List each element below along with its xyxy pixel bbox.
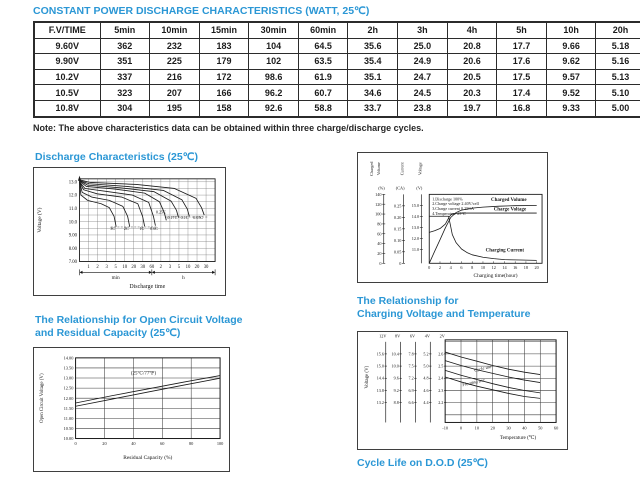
svg-text:Cycle use: Cycle use — [473, 363, 492, 373]
title-line-2: and Residual Capacity (25℃) — [35, 327, 181, 339]
svg-text:6V: 6V — [409, 333, 416, 339]
table-cell: 16.8 — [497, 100, 547, 116]
svg-text:0.25: 0.25 — [393, 203, 402, 209]
table-cell: 10.5V — [34, 85, 100, 101]
charging-voltage-temperature-chart — [357, 331, 568, 450]
svg-text:18: 18 — [523, 265, 529, 271]
svg-text:3C: 3C — [110, 225, 116, 231]
svg-text:Charging time(hour): Charging time(hour) — [473, 273, 518, 280]
svg-text:60: 60 — [377, 231, 382, 237]
table-cell: 98.6 — [249, 69, 299, 85]
svg-text:14.4: 14.4 — [376, 375, 384, 381]
table-row — [34, 69, 640, 85]
svg-text:10.00: 10.00 — [63, 436, 74, 442]
table-cell: 9.90V — [34, 54, 100, 70]
svg-text:0.1C: 0.1C — [180, 215, 189, 220]
svg-text:40: 40 — [131, 440, 136, 446]
table-cell: 9.60V — [34, 38, 100, 54]
column-header: 5min — [100, 22, 150, 38]
svg-text:15.0: 15.0 — [376, 363, 384, 369]
svg-text:2: 2 — [159, 264, 163, 270]
table-cell: 362 — [100, 38, 150, 54]
svg-text:40: 40 — [522, 425, 527, 431]
svg-text:4.Temperature 25℃: 4.Temperature 25℃ — [432, 211, 466, 217]
charge-chart-svg — [358, 153, 547, 282]
column-header: 10h — [546, 22, 596, 38]
table-cell: 104 — [249, 38, 299, 54]
table-cell: 35.6 — [348, 38, 398, 54]
svg-text:5.0: 5.0 — [423, 363, 429, 369]
column-header: 2h — [348, 22, 398, 38]
table-cell: 92.6 — [249, 100, 299, 116]
svg-text:60: 60 — [149, 264, 155, 270]
column-header: 5h — [497, 22, 547, 38]
svg-text:60: 60 — [160, 440, 165, 446]
table-cell: 158 — [199, 100, 249, 116]
svg-text:Open Circuit Voltage (V): Open Circuit Voltage (V) — [39, 373, 45, 423]
table-cell: 179 — [199, 54, 249, 70]
svg-text:11.00: 11.00 — [63, 415, 74, 421]
table-cell: 9.33 — [546, 100, 596, 116]
svg-text:15.0: 15.0 — [411, 202, 420, 208]
svg-text:4.4: 4.4 — [423, 400, 429, 406]
svg-text:20: 20 — [102, 440, 107, 446]
column-header: F.V/TIME — [34, 22, 100, 38]
svg-text:2.5: 2.5 — [438, 363, 444, 369]
svg-text:30: 30 — [506, 425, 511, 431]
svg-text:0: 0 — [379, 260, 382, 266]
svg-text:10.50: 10.50 — [63, 426, 74, 432]
svg-text:7.00: 7.00 — [68, 260, 78, 266]
svg-text:2: 2 — [438, 265, 442, 271]
title-line-2: Charging Voltage and Temperature — [357, 308, 531, 320]
table-cell: 304 — [100, 100, 150, 116]
page-title: CONSTANT POWER DISCHARGE CHARACTERISTICS (WATT, 25℃) — [33, 5, 370, 17]
svg-text:16: 16 — [513, 265, 518, 271]
svg-text:4.6: 4.6 — [423, 387, 429, 393]
table-cell: 61.9 — [298, 69, 348, 85]
svg-text:14.0: 14.0 — [411, 214, 420, 219]
table-row — [34, 54, 640, 70]
table-cell: 5.18 — [596, 38, 640, 54]
svg-text:Voltage (V): Voltage (V) — [364, 365, 370, 389]
svg-text:0.15: 0.15 — [393, 226, 402, 232]
table-cell: 337 — [100, 69, 150, 85]
table-body — [34, 38, 640, 116]
table-cell: 17.4 — [497, 85, 547, 101]
table-cell: 10.8V — [34, 100, 100, 116]
svg-text:2: 2 — [96, 264, 99, 270]
table-cell: 35.4 — [348, 54, 398, 70]
svg-text:13.8: 13.8 — [376, 387, 384, 393]
table-cell: 9.52 — [546, 85, 596, 101]
svg-text:10: 10 — [185, 264, 191, 270]
svg-text:12: 12 — [491, 265, 496, 271]
svg-text:1.Discharge 100%: 1.Discharge 100% — [432, 196, 463, 202]
svg-text:Voltage: Voltage — [417, 162, 423, 176]
svg-text:13.2: 13.2 — [376, 400, 384, 406]
svg-text:5: 5 — [114, 264, 117, 270]
svg-text:Voltage (V): Voltage (V) — [36, 207, 43, 233]
table-cell: 323 — [100, 85, 150, 101]
table-cell: 24.7 — [398, 69, 448, 85]
table-cell: 20.8 — [447, 38, 497, 54]
table-cell: 351 — [100, 54, 150, 70]
table-cell: 19.7 — [447, 100, 497, 116]
table-cell: 5.13 — [596, 69, 640, 85]
table-cell: 102 — [249, 54, 299, 70]
svg-text:7.2: 7.2 — [408, 375, 414, 381]
svg-text:14: 14 — [502, 265, 507, 271]
svg-text:30: 30 — [140, 264, 146, 270]
table-cell: 33.7 — [348, 100, 398, 116]
table-cell: 35.1 — [348, 69, 398, 85]
svg-text:13.0: 13.0 — [68, 180, 78, 186]
svg-text:10: 10 — [480, 265, 486, 271]
svg-text:3.Charge current 0.25CA: 3.Charge current 0.25CA — [432, 206, 474, 212]
table-cell: 20.5 — [447, 69, 497, 85]
table-row — [34, 100, 640, 116]
table-cell: 216 — [150, 69, 200, 85]
table-cell: 17.7 — [497, 38, 547, 54]
table-row — [34, 85, 640, 101]
discharge-chart-svg — [34, 168, 225, 295]
svg-text:(V): (V) — [416, 185, 423, 191]
svg-text:0.20: 0.20 — [393, 214, 402, 220]
svg-text:13.00: 13.00 — [63, 375, 74, 381]
cycle-life-title: Cycle Life on D.O.D (25℃) — [357, 457, 488, 469]
column-header: 20h — [596, 22, 640, 38]
table-cell: 20.6 — [447, 54, 497, 70]
svg-text:2.6: 2.6 — [438, 351, 444, 357]
svg-text:h: h — [182, 275, 185, 282]
svg-text:80: 80 — [189, 440, 194, 446]
svg-text:Floating use: Floating use — [461, 377, 486, 388]
table-cell: 96.2 — [249, 85, 299, 101]
table-cell: 225 — [150, 54, 200, 70]
svg-text:8: 8 — [471, 265, 474, 271]
note-text: Note: The above characteristics data can be obtained within three charge/discharge cycles. — [33, 123, 424, 133]
ocv-residual-capacity-chart — [33, 347, 230, 472]
svg-text:13.0: 13.0 — [411, 225, 420, 231]
column-header: 30min — [249, 22, 299, 38]
svg-text:0: 0 — [74, 440, 77, 446]
svg-text:11.0: 11.0 — [411, 247, 420, 253]
svg-text:2.4: 2.4 — [438, 375, 444, 381]
svg-text:12.0: 12.0 — [411, 236, 420, 242]
table-cell: 232 — [150, 38, 200, 54]
svg-text:0.25C: 0.25C — [155, 209, 166, 215]
table-cell: 183 — [199, 38, 249, 54]
discharge-chart-title: Discharge Characteristics (25℃) — [35, 151, 198, 163]
svg-text:Charged Volume: Charged Volume — [491, 197, 527, 203]
svg-text:Temperature (℃): Temperature (℃) — [499, 435, 537, 442]
svg-text:14.00: 14.00 — [63, 355, 74, 361]
svg-text:12V: 12V — [379, 333, 387, 339]
svg-text:Current: Current — [399, 162, 405, 176]
table-cell: 23.8 — [398, 100, 448, 116]
column-header: 10min — [150, 22, 200, 38]
svg-text:4V: 4V — [424, 333, 430, 339]
svg-text:12.50: 12.50 — [63, 385, 74, 391]
ocv-chart-svg — [34, 348, 229, 471]
svg-text:20: 20 — [377, 251, 382, 257]
title-line-1: The Relationship for — [357, 295, 459, 307]
column-header: 15min — [199, 22, 249, 38]
svg-text:6.6: 6.6 — [408, 400, 414, 406]
svg-text:8.00: 8.00 — [68, 246, 78, 252]
svg-text:100: 100 — [216, 440, 224, 446]
svg-text:0: 0 — [428, 265, 431, 271]
svg-text:10.4: 10.4 — [391, 351, 399, 357]
table-cell: 5.16 — [596, 54, 640, 70]
svg-text:0: 0 — [399, 260, 402, 266]
svg-text:7.8: 7.8 — [408, 351, 414, 357]
svg-text:(25℃/77℉): (25℃/77℉) — [130, 371, 157, 377]
svg-text:6.9: 6.9 — [408, 387, 414, 393]
table-cell: 9.57 — [546, 69, 596, 85]
power-table — [33, 21, 640, 118]
svg-text:5: 5 — [177, 264, 181, 270]
table-cell: 17.5 — [497, 69, 547, 85]
table-cell: 9.62 — [546, 54, 596, 70]
svg-text:2.2: 2.2 — [438, 400, 444, 406]
svg-text:9.00: 9.00 — [68, 233, 78, 239]
column-header: 3h — [398, 22, 448, 38]
svg-text:11.0: 11.0 — [68, 207, 78, 213]
table-cell: 166 — [199, 85, 249, 101]
svg-text:7.5: 7.5 — [408, 363, 414, 369]
column-header: 60min — [298, 22, 348, 38]
svg-text:3: 3 — [105, 264, 108, 270]
svg-text:0: 0 — [459, 425, 463, 431]
header-row — [34, 22, 640, 38]
svg-text:min: min — [111, 275, 120, 282]
svg-text:2C: 2C — [123, 225, 129, 231]
svg-text:Volume: Volume — [375, 162, 381, 176]
svg-text:1C: 1C — [139, 225, 145, 231]
column-header: 4h — [447, 22, 497, 38]
svg-text:120: 120 — [375, 201, 382, 207]
svg-text:30: 30 — [203, 264, 209, 270]
title-line-1: The Relationship for Open Circuit Voltage — [35, 314, 243, 326]
table-cell: 5.00 — [596, 100, 640, 116]
charging-voltage-temperature-title — [357, 295, 530, 321]
table-cell: 17.6 — [497, 54, 547, 70]
table-cell: 60.7 — [298, 85, 348, 101]
svg-text:Charging Current: Charging Current — [485, 248, 525, 254]
svg-text:10.0: 10.0 — [391, 363, 399, 369]
svg-text:Charge Voltage: Charge Voltage — [493, 207, 527, 213]
svg-text:2V: 2V — [439, 333, 445, 339]
svg-text:10: 10 — [122, 264, 128, 270]
svg-text:9.2: 9.2 — [393, 387, 399, 393]
svg-text:140: 140 — [375, 191, 382, 197]
svg-text:80: 80 — [377, 221, 382, 227]
svg-text:50: 50 — [538, 425, 543, 431]
svg-text:Discharge time: Discharge time — [129, 284, 166, 291]
svg-text:20: 20 — [131, 264, 137, 270]
table-cell: 64.5 — [298, 38, 348, 54]
table-cell: 9.66 — [546, 38, 596, 54]
svg-text:20: 20 — [534, 265, 539, 271]
table-cell: 25.0 — [398, 38, 448, 54]
svg-text:11.50: 11.50 — [63, 405, 74, 411]
svg-text:5.2: 5.2 — [423, 351, 429, 357]
svg-text:4: 4 — [449, 265, 452, 271]
svg-text:20: 20 — [194, 264, 200, 270]
svg-text:Residual Capacity (%): Residual Capacity (%) — [123, 455, 173, 462]
table-cell: 20.3 — [447, 85, 497, 101]
svg-text:0.10: 0.10 — [393, 237, 402, 243]
svg-text:(%): (%) — [378, 185, 385, 191]
svg-text:2.3: 2.3 — [438, 387, 444, 393]
svg-text:10.0: 10.0 — [68, 220, 78, 226]
svg-text:1: 1 — [87, 264, 90, 270]
svg-text:4.8: 4.8 — [423, 375, 429, 381]
table-head — [34, 22, 640, 38]
svg-text:2.Charge voltage 2.40V/cell: 2.Charge voltage 2.40V/cell — [432, 201, 479, 207]
svg-text:8V: 8V — [395, 333, 401, 339]
table-row — [34, 38, 640, 54]
svg-text:12.0: 12.0 — [68, 193, 78, 199]
table-cell: 195 — [150, 100, 200, 116]
svg-text:10: 10 — [474, 425, 480, 431]
svg-text:3: 3 — [168, 264, 172, 270]
table-cell: 5.10 — [596, 85, 640, 101]
svg-text:Charged: Charged — [368, 161, 374, 176]
table-cell: 10.2V — [34, 69, 100, 85]
svg-text:0.05C: 0.05C — [193, 215, 204, 220]
svg-text:6: 6 — [460, 265, 463, 271]
table-cell: 34.6 — [348, 85, 398, 101]
ocv-residual-capacity-title — [35, 314, 243, 340]
svg-text:13.50: 13.50 — [63, 365, 74, 371]
table-cell: 58.8 — [298, 100, 348, 116]
svg-text:60: 60 — [553, 425, 559, 431]
svg-text:9.6: 9.6 — [393, 375, 399, 381]
svg-text:12.00: 12.00 — [63, 395, 74, 401]
svg-text:20: 20 — [490, 425, 495, 431]
svg-text:0.6C: 0.6C — [150, 225, 159, 231]
table-cell: 172 — [199, 69, 249, 85]
svg-text:100: 100 — [375, 211, 382, 217]
svg-text:40: 40 — [377, 241, 382, 247]
svg-text:0.17C: 0.17C — [167, 215, 178, 220]
table-cell: 63.5 — [298, 54, 348, 70]
svg-text:-10: -10 — [442, 425, 449, 431]
voltage-temperature-chart-svg — [358, 332, 567, 449]
svg-text:(CA): (CA) — [395, 185, 405, 191]
svg-text:0.05: 0.05 — [393, 249, 402, 255]
charge-characteristics-chart — [357, 152, 548, 283]
table-cell: 207 — [150, 85, 200, 101]
table-cell: 24.9 — [398, 54, 448, 70]
discharge-characteristics-chart — [33, 167, 226, 296]
svg-text:8.8: 8.8 — [393, 400, 399, 406]
table-cell: 24.5 — [398, 85, 448, 101]
svg-text:15.6: 15.6 — [376, 351, 384, 357]
